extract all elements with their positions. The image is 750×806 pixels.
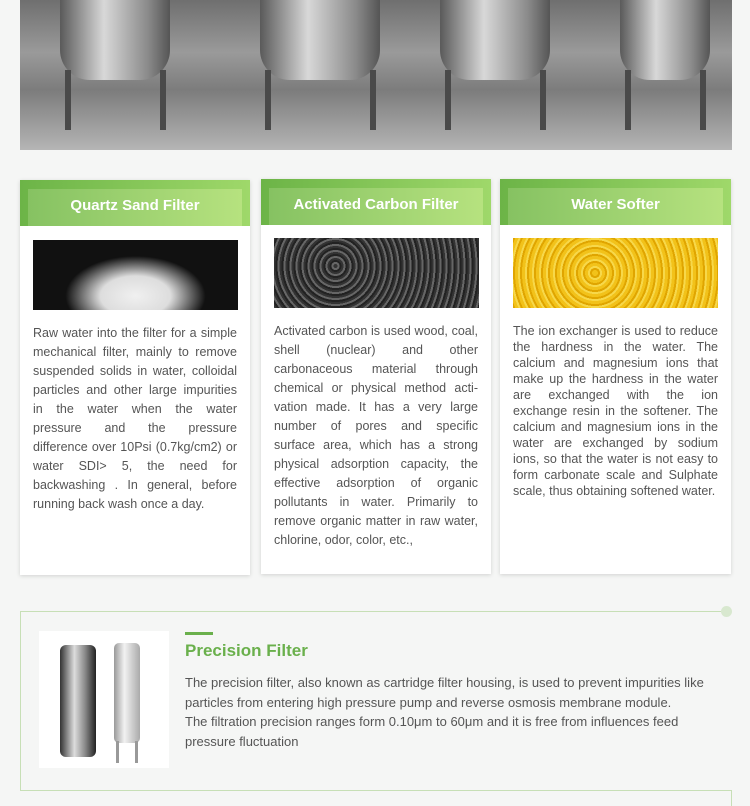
divider	[731, 790, 732, 806]
quartz-sand-image	[33, 240, 238, 310]
card-text: Activated carbon is used wood, coal, shell (nuclear) and other carbonaceous material through chemical or physical method activation made. It has a very large number of pores and specific surface area, which has a strong physical adsorption capacity, the effective adsorption of organic pollutants in water. Primarily to remove organic matter in raw water, chlorine, odor, color, etc.,	[274, 324, 478, 547]
water-softer-card	[500, 179, 731, 574]
card-text: The ion exchanger is used to reduce the hardness in the water. The calcium and magnesium ions that make up the hardness in the water are exchanged with the ion exchange resin in the softener. The calcium and magnesium ions in the water are exchanged by sodium ions, so that the water is not easy to form carbonate scale and Sulphate scale, thus obtaining softened water.	[513, 324, 718, 498]
card-title: Quartz Sand Filter	[28, 189, 242, 226]
decorative-dot-icon	[721, 606, 732, 617]
title-accent-bar	[185, 632, 213, 635]
factory-tanks-image	[20, 0, 732, 150]
paragraph: The precision filter, also known as cartridge filter housing, is used to prevent impurities like particles from entering high pressure pump and reverse osmosis membrane module.	[185, 675, 704, 710]
resin-beads-image	[513, 238, 718, 308]
card-title: Activated Carbon Filter	[269, 188, 483, 225]
divider	[20, 790, 732, 791]
section-text	[185, 673, 725, 751]
precision-filter-image	[39, 631, 169, 768]
paragraph: The filtration precision ranges form 0.10μm to 60μm and it is free from influences feed pressure fluctuation	[185, 714, 679, 749]
activated-carbon-image	[274, 238, 479, 308]
quartz-sand-filter-card	[20, 180, 250, 575]
section-title: Precision Filter	[185, 641, 308, 660]
card-text: Raw water into the filter for a simple mechanical filter, mainly to remove suspended solids in water, colloidal particles and other large impurities in the water when the water pressure and the pressure difference over 10Psi (0.7kg/cm2) or water SDI> 5, the need for backwashing . In general, before running back wash once a day.	[33, 326, 237, 511]
card-title: Water Softer	[508, 188, 723, 225]
activated-carbon-filter-card	[261, 179, 491, 574]
